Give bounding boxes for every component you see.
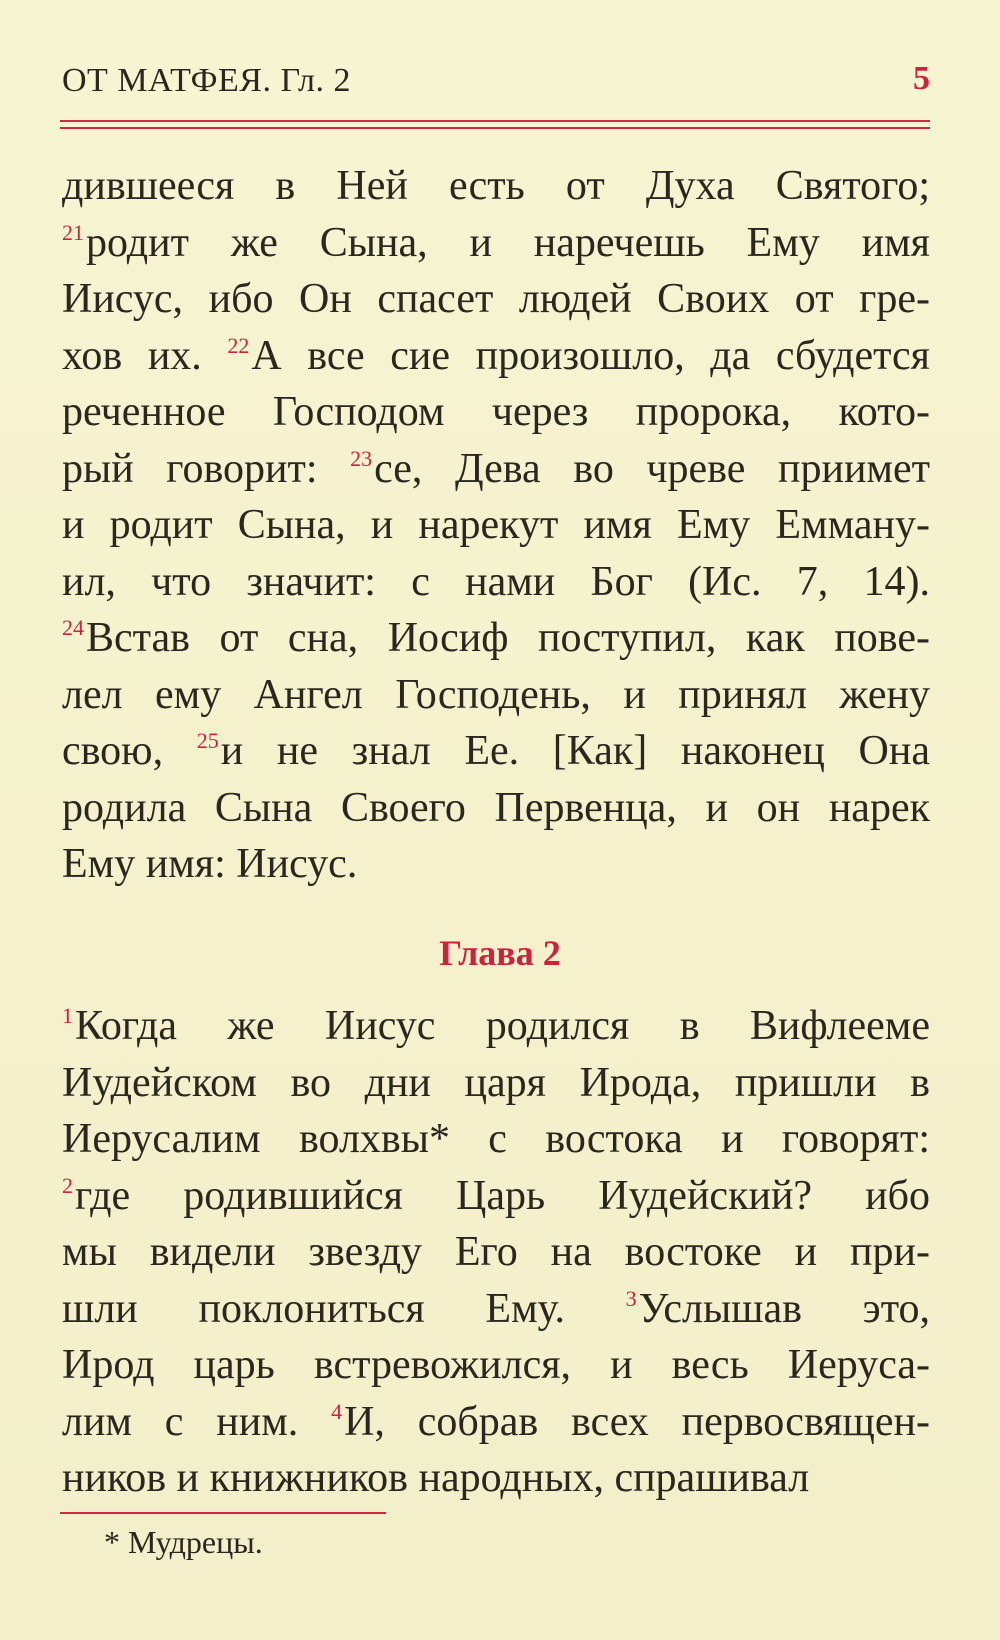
verse-text: где родившийся Царь Иудейский? ибо	[75, 1172, 930, 1219]
verse-text: Услышав это,	[638, 1285, 930, 1332]
verse-text: рый говорит:	[62, 445, 351, 492]
text-line	[62, 1168, 930, 1225]
verse-text: Иудейском во дни царя Ирода, пришли в	[62, 1059, 930, 1106]
verse-number: 24	[62, 615, 84, 640]
text-line	[62, 271, 930, 328]
chapter-heading: Глава 2	[439, 933, 561, 973]
verse-text: и родит Сына, и нарекут имя Ему Емману-	[62, 502, 930, 548]
verse-number: 23	[350, 445, 373, 471]
verse-text: мы видели звезду Его на востоке и при-	[62, 1229, 930, 1275]
verse-text: Ирод царь встревожился, и весь Иеруса-	[62, 1342, 930, 1388]
verse-text: Иисус, ибо Он спасет людей Своих от гре-	[62, 276, 930, 322]
verse-text: родила Сына Своего Первенца, и он нарек	[62, 784, 930, 831]
verse-text: Ему имя: Иисус.	[62, 841, 358, 887]
verse-text: Когда же Иисус родился в Вифлееме	[75, 1003, 930, 1049]
verse-number: 22	[227, 332, 250, 358]
verse-number: 4	[331, 1398, 343, 1424]
text-line	[62, 780, 930, 837]
verse-text: Иерусалим волхвы* с востока и говорят:	[62, 1116, 930, 1162]
text-line	[62, 441, 930, 498]
text-line	[62, 158, 930, 215]
text-line	[62, 497, 930, 554]
verse-number: 2	[62, 1172, 73, 1198]
verse-text: свою,	[62, 728, 197, 774]
text-line	[62, 215, 930, 272]
text-line	[62, 836, 930, 893]
text-line	[62, 1394, 930, 1451]
text-line	[62, 384, 930, 441]
verse-text: родит же Сына, и наречешь Ему имя	[86, 219, 930, 266]
running-header: ОТ МАТФЕЯ. Гл. 2	[62, 62, 352, 99]
text-line	[62, 1281, 930, 1338]
footnote: * Мудрецы.	[104, 1524, 263, 1560]
text-line	[62, 667, 930, 724]
verse-number: 25	[196, 728, 219, 753]
verse-text: хов их.	[62, 332, 228, 379]
text-line	[62, 554, 930, 611]
verse-number: 1	[62, 1003, 73, 1028]
text-line	[62, 723, 930, 780]
verse-number: 21	[62, 219, 84, 245]
footnote-rule	[60, 1512, 386, 1514]
verse-text: шли поклониться Ему.	[62, 1285, 626, 1332]
text-line	[62, 328, 930, 385]
verse-text: се, Дева во чреве приимет	[374, 445, 930, 492]
page-number: 5	[913, 60, 930, 97]
verse-text: Встав от сна, Иосиф поступил, как пове-	[86, 615, 930, 661]
verse-number: 3	[625, 1285, 637, 1311]
header-rule-top	[60, 120, 930, 122]
text-line	[62, 610, 930, 667]
text-line	[62, 1111, 930, 1168]
text-line	[62, 1450, 930, 1507]
text-block-chapter-1-end	[62, 158, 930, 893]
text-line	[62, 1224, 930, 1281]
text-line	[62, 1055, 930, 1112]
verse-text: лел ему Ангел Господень, и принял жену	[62, 671, 930, 718]
verse-text: лим с ним.	[62, 1398, 332, 1445]
verse-text: ил, что значит: с нами Бог (Ис. 7, 14).	[62, 558, 930, 605]
text-line	[62, 1337, 930, 1394]
verse-text: А все сие произошло, да сбудется	[251, 332, 930, 379]
verse-text: И, собрав всех первосвящен-	[344, 1398, 930, 1445]
verse-text: реченное Господом через пророка, кото-	[62, 389, 930, 435]
verse-text: ников и книжников народных, спрашивал	[62, 1455, 810, 1501]
verse-text: дившееся в Ней есть от Духа Святого;	[62, 163, 930, 209]
verse-text: и не знал Ее. [Как] наконец Она	[220, 728, 930, 774]
text-line	[62, 998, 930, 1055]
header-rule-bottom	[60, 127, 930, 129]
text-block-chapter-2	[62, 998, 930, 1507]
